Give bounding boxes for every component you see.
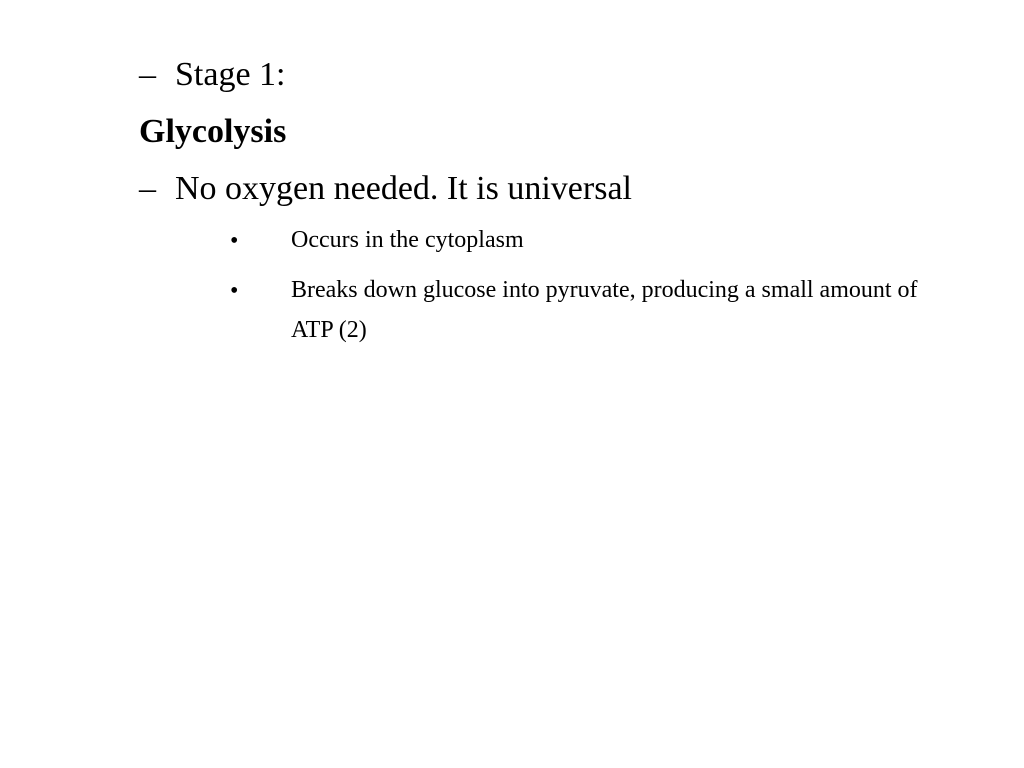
bullet-marker: • (230, 228, 239, 254)
dash-marker: – (139, 56, 156, 93)
stage-item (139, 58, 285, 92)
stage-label: Stage 1: (175, 56, 286, 93)
section-heading: Glycolysis (139, 113, 287, 150)
oxygen-text: No oxygen needed. It is universal (175, 170, 632, 207)
oxygen-item (139, 172, 632, 206)
bullet-text-glucose: Breaks down glucose into pyruvate, producing a small amount of ATP (2) (291, 277, 918, 343)
bullet-marker: • (230, 278, 239, 304)
dash-marker: – (139, 170, 156, 207)
bullet-text-cytoplasm: Occurs in the cytoplasm (291, 227, 524, 253)
